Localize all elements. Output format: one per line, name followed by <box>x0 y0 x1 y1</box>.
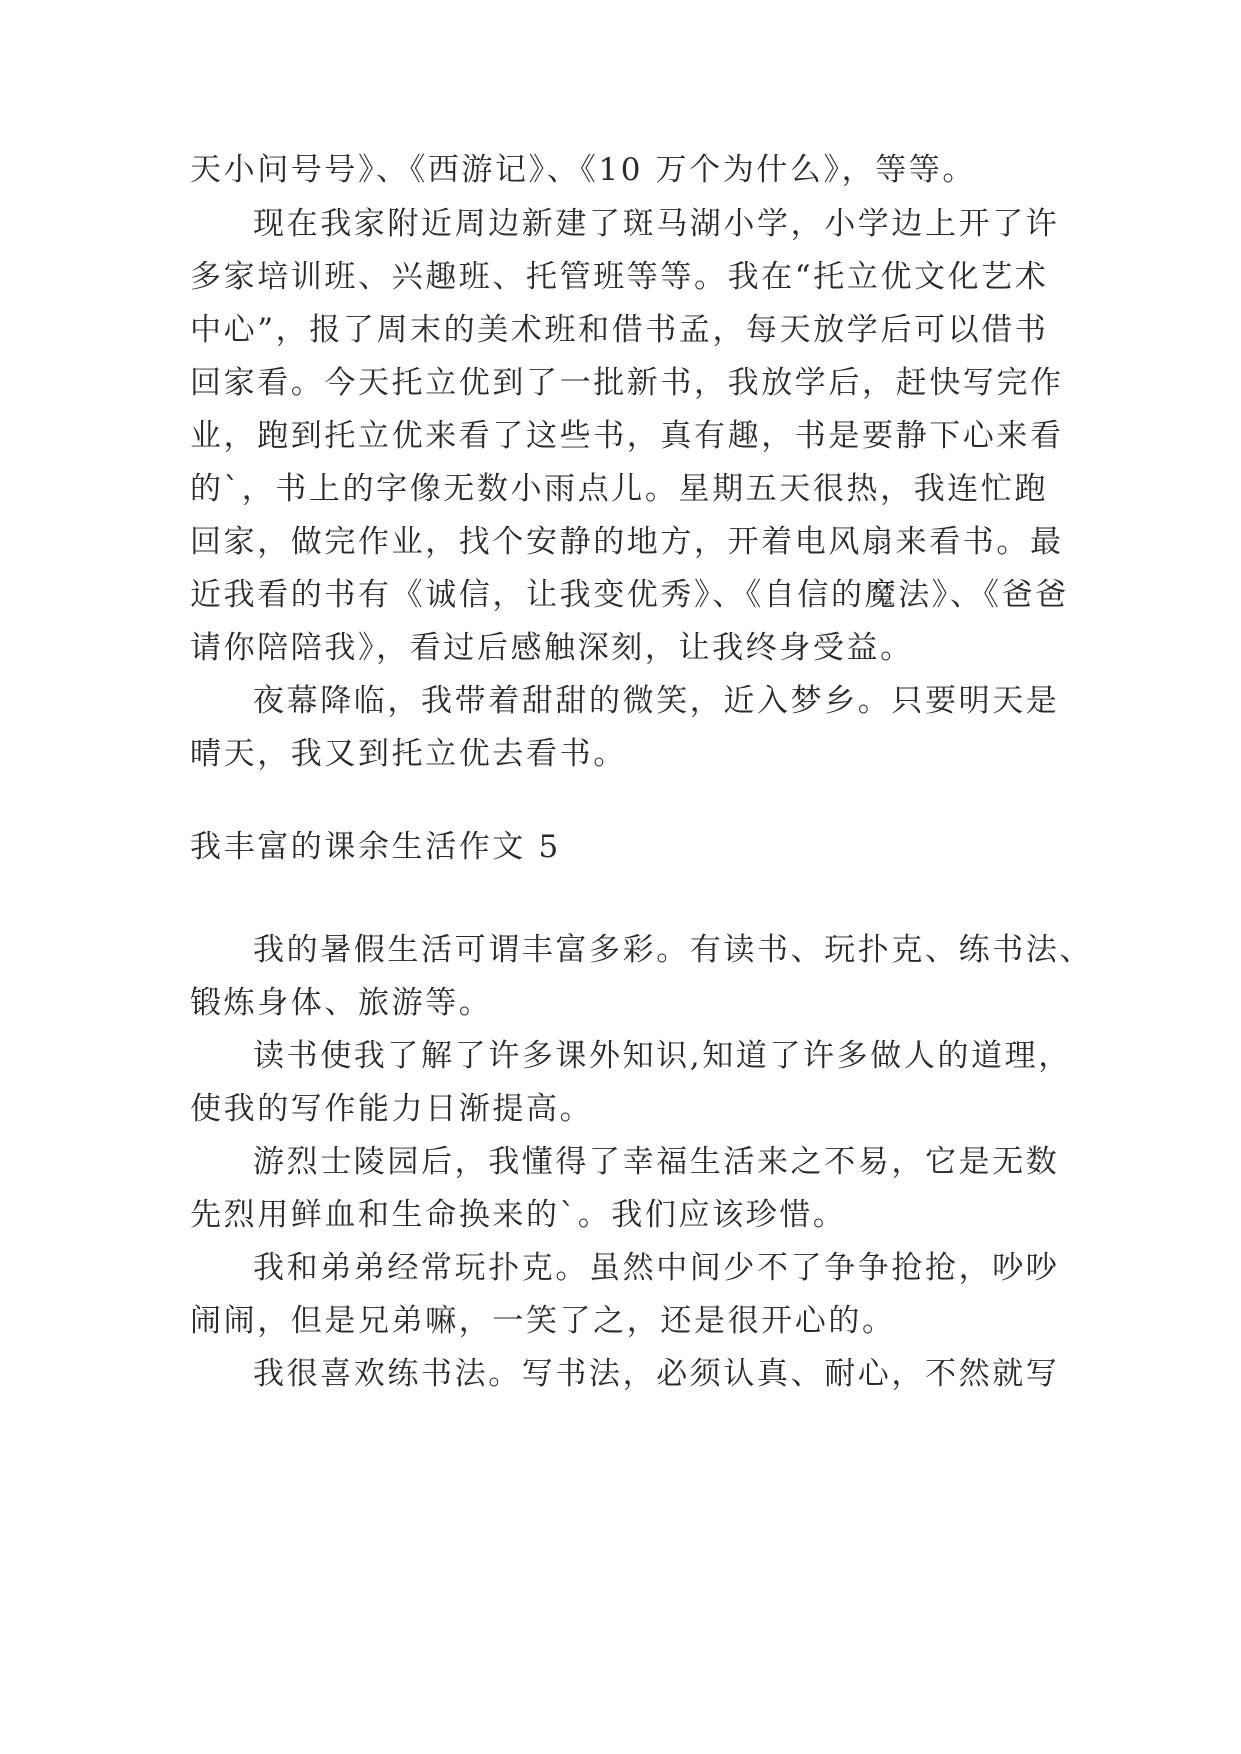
text-line: 回家看。今天托立优到了一批新书，我放学后，赶快写完作 <box>190 365 1064 401</box>
text-line: 使我的写作能力日渐提高。 <box>190 1091 594 1127</box>
paragraph-first-line: 我很喜欢练书法。写书法，必须认真、耐心，不然就写 <box>253 1356 1060 1392</box>
paragraph-first-line: 现在我家附近周边新建了斑马湖小学，小学边上开了许 <box>253 206 1060 242</box>
text-line: 请你陪陪我》，看过后感触深刻，让我终身受益。 <box>190 630 914 666</box>
text-line: 业，跑到托立优来看了这些书，真有趣，书是要静下心来看 <box>190 418 1064 454</box>
text-line: 闹闹，但是兄弟嘛，一笑了之，还是很开心的。 <box>190 1303 896 1339</box>
text-line: 锻炼身体、旅游等。 <box>190 985 493 1021</box>
text-line: 晴天，我又到托立优去看书。 <box>190 736 627 772</box>
text-line: 中心”，报了周末的美术班和借书孟，每天放学后可以借书 <box>190 312 1049 348</box>
paragraph-first-line: 游烈士陵园后，我懂得了幸福生活来之不易，它是无数 <box>253 1144 1060 1180</box>
paragraph-first-line: 我和弟弟经常玩扑克。虽然中间少不了争争抢抢，吵吵 <box>253 1250 1060 1286</box>
text-line: 回家，做完作业，找个安静的地方，开着电风扇来看书。最 <box>190 524 1064 560</box>
paragraph-first-line: 读书使我了解了许多课外知识,知道了许多做人的道理， <box>253 1038 1072 1074</box>
paragraph-first-line: 夜幕降临，我带着甜甜的微笑，近入梦乡。只要明天是 <box>253 683 1060 719</box>
text-line: 的`，书上的字像无数小雨点儿。星期五天很热，我连忙跑 <box>190 471 1049 507</box>
text-line: 先烈用鲜血和生命换来的`。我们应该珍惜。 <box>190 1197 847 1233</box>
text-line: 多家培训班、兴趣班、托管班等等。我在“托立优文化艺术 <box>190 259 1049 295</box>
text-line: 近我看的书有《诚信，让我变优秀》、《自信的魔法》、《爸爸 <box>190 577 1069 613</box>
section-heading: 我丰富的课余生活作文 5 <box>190 829 561 865</box>
text-line: 天小问号号》、《西游记》、《10 万个为什么》，等等。 <box>190 152 976 188</box>
paragraph-first-line: 我的暑假生活可谓丰富多彩。有读书、玩扑克、练书法、 <box>253 932 1093 968</box>
